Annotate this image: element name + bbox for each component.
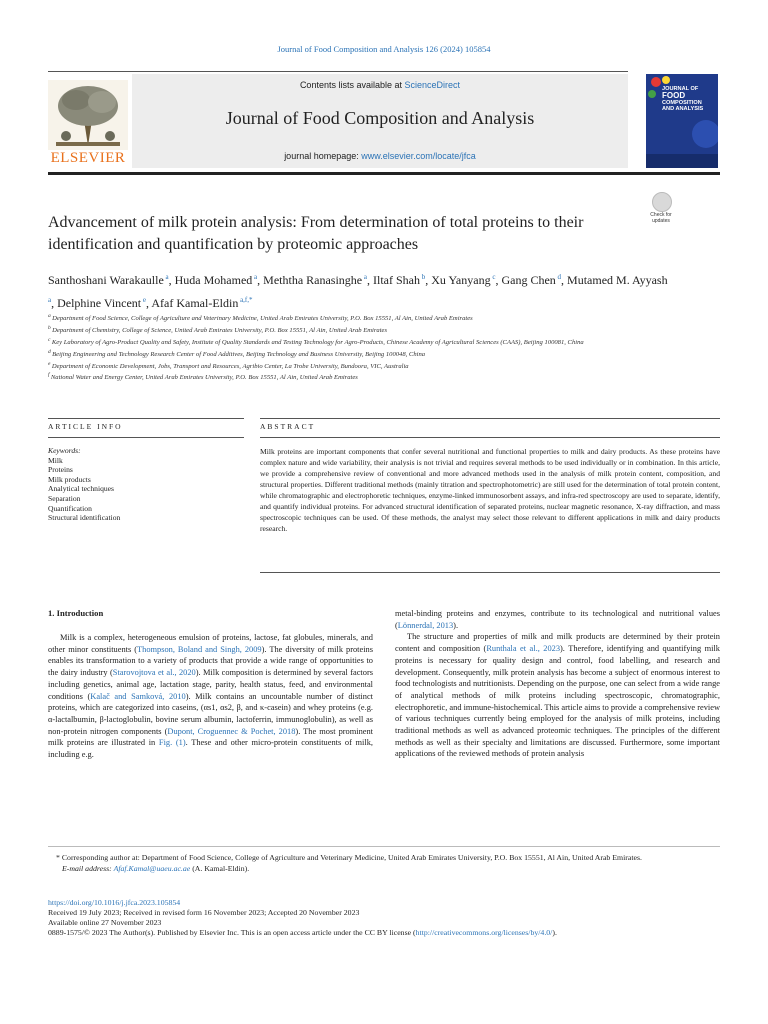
citation-link[interactable]: Runthala et al., 2023 [486,644,561,654]
keyword: Structural identification [48,513,121,523]
abstract-heading: ABSTRACT [260,422,316,431]
sciencedirect-link[interactable]: ScienceDirect [404,80,461,90]
author-affiliation-marker[interactable]: a [48,296,52,304]
author-list: Santhoshani Warakaulle $^a$, Huda Mohamed $^a$, Meththa Ranasinghe $^a$, Iltaf Shah $^b$, Xu Yanyang $^c$, Gang Chen $^d$, Mutamed M. Ayyash $^a$, Delphine Vincent $^e$, Afaf Kamal-Eldin $^{a,f,*}$ [48,273,668,310]
cover-line: FOOD [662,91,686,100]
section-rule [48,418,244,419]
section-rule [260,418,720,419]
corresponding-footnote [48,852,720,874]
author-affiliation-marker[interactable]: e [141,296,147,304]
available-online: Available online 27 November 2023 [48,918,162,927]
section-rule [260,437,720,438]
author-name[interactable]: Xu Yanyang [431,273,491,287]
affiliation: $^c$ Key Laboratory of Agro-Product Quality and Safety, Institute of Quality Standards and Testing Technology for Agro-Products, Chinese Academy of Agricultural Sciences (CAAS), Beijing 100081, China [48,336,584,346]
header-rule [48,71,628,72]
keywords-label: Keywords: [48,446,81,455]
citation-link[interactable]: Dupont, Croguennec & Pochet, 2018 [167,726,296,736]
email-line [48,863,720,874]
affiliation-marker: a [48,313,53,319]
author-name[interactable]: Huda Mohamed [174,273,253,287]
affiliation: $^a$ Department of Food Science, College of Agriculture and Veterinary Medicine, United Arab Emirates University, P.O. Box 15551, Al Ain, United Arab Emirates [48,313,473,323]
body-column-right [395,608,720,760]
citation-link[interactable]: Lönnerdal, 2013 [397,620,454,630]
abstract-text: Milk proteins are important components that confer several nutritional and functional properties to milk and dairy products. As these proteins have complex nature and wide variability, their analysis is not trivial and requires several methods to be used individually or in combination. In this article, we provide a comprehensive review of conventional and more advanced methods used in the analysis of milk protein content, composition, and structural properties. Different traditional methods (mainly titration and spectrophotometric) are still used for the determination of total protein content, while chromatographic and electrophoretic techniques, enzyme-linked immunosorbent assays, and infra-red spectroscopy are used to separate, identify, and quantify individual proteins. For advanced structural identification of separated proteins, nuclear magnetic resonance, X-ray diffraction, and mass spectroscopic techniques can be used. Of these methods, the analyst may select those relevant to different applications in milk and dairy products research. [260,447,720,533]
homepage-prefix: journal homepage: [284,151,359,161]
affiliation-marker: b [48,324,53,331]
contents-line [132,80,628,90]
publication-meta [48,898,720,938]
crossmark-icon [652,192,672,212]
body-column-left [48,632,373,761]
intro-paragraph: metal-binding proteins and enzymes, contribute to its technological and nutritional values (Lönnerdal, 2013). [395,609,720,630]
journal-title: Journal of Food Composition and Analysis [225,108,535,128]
footnote-rule [48,846,720,847]
author-name[interactable]: Iltaf Shah [373,273,420,287]
author-affiliation-marker[interactable]: a [252,273,258,281]
affiliation: $^f$ National Water and Energy Center, United Arab Emirates University, P.O. Box 15551, Al Ain, United Arab Emirates [48,372,358,382]
affiliation-marker: f [48,372,51,379]
keyword: Proteins [48,465,73,475]
citation-link[interactable]: Kalač and Samková, 2010 [90,691,186,701]
check-for-updates-badge[interactable] [646,192,676,230]
author-affiliation-marker[interactable]: c [490,273,496,281]
author-name[interactable]: Meththa Ranasinghe [263,273,363,287]
section-rule [260,572,720,573]
license-suffix: ). [552,928,557,937]
author-name[interactable]: Delphine Vincent [57,296,142,310]
received-dates: Received 19 July 2023; Received in revised form 16 November 2023; Accepted 20 November 2023 [48,908,360,917]
keyword: Quantification [48,503,92,513]
license-link[interactable]: http://creativecommons.org/licenses/by/4.0/ [415,928,553,937]
affiliation-marker: d [48,348,53,355]
doi-link[interactable]: https://doi.org/10.1016/j.jfca.2023.105854 [48,898,181,907]
author-affiliation-marker[interactable]: a [163,273,169,281]
journal-citation[interactable]: Journal of Food Composition and Analysis 126 (2024) 105854 [277,44,491,54]
article-title: Advancement of milk protein analysis: From determination of total proteins to their identification and quantification by proteomic approaches [48,214,584,253]
crossmark-label [646,212,676,224]
intro-paragraph: Milk is a complex, heterogeneous emulsion of proteins, lactose, fat globules, minerals, and other minor constituents (Thompson, Boland and Singh, 2009). The diversity of milk proteins enables its transformation to a variety of products that provide a wide range of opportunities to the dairy industry (Starovojtova et al., 2020). Milk composition is determined by several factors including genetics, animal age, lactation stage, parity, health status, feed, and environmental conditions (Kalač and Samková, 2010). Milk contains an uncountable number of distinct proteins, which are categorized into caseins, (αs1, αs2, β, and κ-casein) and whey proteins (e.g. α-lactalbumin, β-lactoglobulin, bovine serum albumin, lactoferrin, immunoglobulin), as well as non-protein nitrogen components (Dupont, Croguennec & Pochet, 2018). The most prominent milk proteins are illustrated in Fig. (1). These and other micro-protein constituents of milk, including e.g. [48,633,374,760]
header-thick-rule [48,172,720,175]
cover-line: JOURNAL OF [662,86,699,92]
author-name[interactable]: Mutamed M. Ayyash [567,273,668,287]
author-affiliation-marker[interactable]: a [362,273,367,281]
keywords-list [48,446,244,523]
cover-line: AND ANALYSIS [662,106,704,112]
article-info-heading: ARTICLE INFO [48,422,123,431]
email-suffix: (A. Kamal-Eldin). [192,864,250,873]
author-affiliation-marker[interactable]: a,f,* [238,296,253,304]
intro-paragraph: The structure and properties of milk and milk products are determined by their protein content and composition (Runthala et al., 2023). Therefore, identifying and quantifying milk proteins is necessary for quality design and control, food labelling, and research and development. Consequently, milk protein analysis has become a subject of enormous interest to food technologists and nutritionists. Depending on the purpose, one can select from a wide range of analytical methods of milk proteins including spectroscopic, chromatographic, electrophoretic, and immune-histochemical. This article aims to provide a comprehensive review of various techniques currently being employed for the analysis of milk proteins, including traditional methods as well as advanced proteomic techniques. The principles of the different methods as well as their specialty and limitations are discussed. Furthermore, some important applications of the reviewed methods of protein analysis [395,632,720,759]
email-link[interactable]: Afaf.Kamal@uaeu.ac.ae [113,864,191,873]
citation-link[interactable]: Fig. (1) [158,738,186,748]
journal-cover-image[interactable] [646,74,718,168]
author-affiliation-marker[interactable]: d [555,273,562,281]
author-affiliation-marker[interactable]: b [420,273,426,281]
section-rule [48,437,244,438]
cover-line: COMPOSITION [662,100,702,106]
keyword: Separation [48,493,81,503]
affiliation: $^e$ Department of Economic Development, Jobs, Transport and Resources, Agribio Center, La Trobe University, Bundoora, VIC, Australia [48,360,409,370]
license-line [48,928,720,938]
keyword: Analytical techniques [48,484,115,494]
introduction-heading: 1. Introduction [48,608,104,618]
citation-link[interactable]: Starovojtova et al., 2020 [112,668,196,678]
author-name[interactable]: Afaf Kamal-Eldin [151,296,239,310]
author-name[interactable]: Santhoshani Warakaulle [48,273,164,287]
affiliation-list [48,312,688,383]
publisher-name: ELSEVIER [50,150,126,166]
crossmark-line: updates [652,218,670,224]
affiliation-marker: e [48,360,52,367]
cover-title [662,86,703,112]
license-prefix: 0889-1575/© 2023 The Author(s). Published by Elsevier Inc. This is an open access article under the CC BY license ( [48,928,416,937]
homepage-link[interactable]: www.elsevier.com/locate/jfca [361,151,476,161]
homepage-line [132,151,628,161]
citation-link[interactable]: Thompson, Boland and Singh, 2009 [137,644,262,654]
affiliation-marker: c [48,336,52,343]
corresponding-author: * Corresponding author at: Department of Food Science, College of Agriculture and Veterinary Medicine, United Arab Emirates University, P.O. Box 15551, Al Ain, United Arab Emirates. [56,853,642,862]
keyword: Milk products [48,474,91,484]
author-name[interactable]: Gang Chen [501,273,556,287]
contents-prefix: Contents lists available at [299,80,402,90]
affiliation: $^b$ Department of Chemistry, College of Science, United Arab Emirates University, P.O. Box 15551, Al Ain, United Arab Emirates [48,324,388,335]
email-label: E-mail address: [62,864,112,873]
affiliation: $^d$ Beijing Engineering and Technology Research Center of Food Additives, Beijing Technology and Business University, Beijing 100048, China [48,348,426,358]
crossmark-line: Check for [650,212,672,218]
keyword: Milk [48,455,63,465]
